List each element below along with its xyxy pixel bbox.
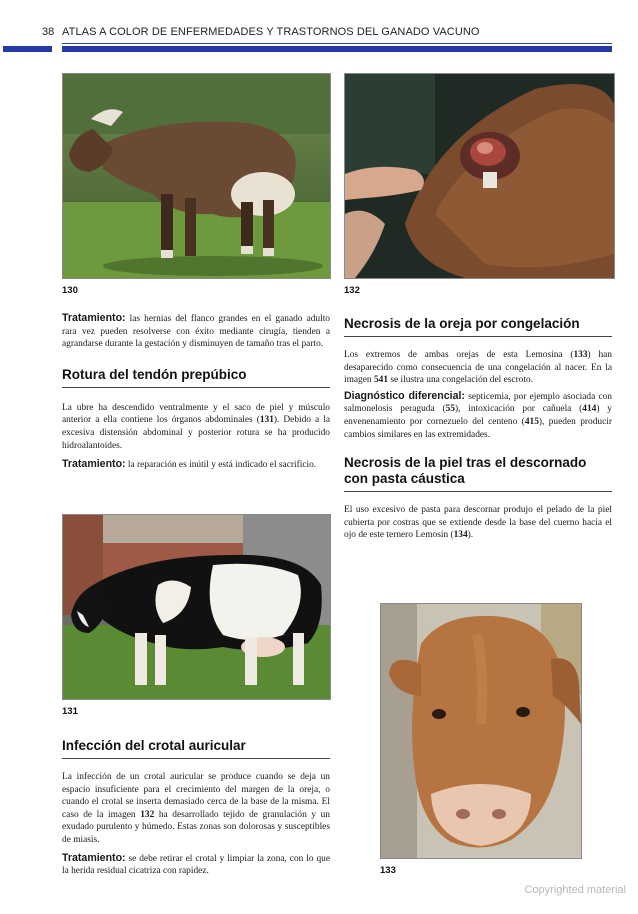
paragraph-text: El uso excesivo de pasta para descornar produjo el pelado de la piel cubierta por costras que se extiende desde la base del cuerno hacia el ojo de este ternero Lemosín ( bbox=[344, 505, 612, 541]
label-tratamiento: Tratamiento: bbox=[62, 458, 126, 471]
label-tratamiento: Tratamiento: bbox=[62, 312, 126, 324]
paragraph-tratamiento-hernia bbox=[62, 312, 330, 351]
paragraph-diagnostico bbox=[344, 390, 612, 441]
photo-131-holstein-cow bbox=[62, 514, 331, 700]
figure-ref[interactable]: 415 bbox=[524, 416, 539, 427]
paragraph-text: ), intoxicación por cañuela ( bbox=[454, 404, 583, 415]
figure-number-133: 133 bbox=[380, 865, 396, 876]
header-rule-thin bbox=[62, 43, 612, 44]
paragraph-text: ) y envenenamiento por cornezuelo del centeno ( bbox=[344, 404, 612, 427]
paragraph-text: La ubre ha descendido ventralmente y el saco de piel y músculo anterior a ella contiene los órganos abdominales ( bbox=[62, 402, 330, 426]
photo-130-cow-hernia bbox=[62, 73, 331, 279]
figure-ref[interactable]: 414 bbox=[582, 404, 597, 415]
photo-132-ear-tag-infection bbox=[344, 73, 615, 279]
running-header bbox=[0, 24, 638, 44]
paragraph-text: se ilustra una congelación del escroto. bbox=[388, 375, 534, 386]
label-tratamiento: Tratamiento: bbox=[62, 851, 126, 864]
label-diagnostico: Diagnóstico diferencial: bbox=[344, 389, 465, 402]
left-column-bottom bbox=[62, 738, 330, 878]
figure-number-131: 131 bbox=[62, 706, 78, 717]
header-rule-right bbox=[62, 46, 612, 52]
paragraph-text: La infección de un crotal auricular se produce cuando se deja un espacio insuficiente para el crecimiento del margen de la oreja, o cuando el crotal se inserta demasiado cerca de la base de la misma. El caso de la imagen bbox=[62, 772, 330, 820]
paragraph-text: se debe retirar el crotal y limpiar la zona, con lo que la herida residual cicatriza con rapidez. bbox=[62, 853, 330, 877]
paragraph-text: ), pueden producir cambios similares en las extremidades. bbox=[344, 416, 612, 440]
photo-133-limousin-ears bbox=[380, 603, 582, 859]
paragraph-text: ). Debido a la excesiva distensión abdominal y posterior rotura se ha producido hidroalantoides. bbox=[62, 415, 330, 451]
figure-ref[interactable]: 133 bbox=[573, 350, 588, 360]
heading-infeccion-crotal: Infección del crotal auricular bbox=[62, 738, 246, 753]
paragraph-crotal bbox=[62, 771, 330, 847]
paragraph-rotura bbox=[62, 402, 330, 452]
heading-necrosis-oreja: Necrosis de la oreja por congelación bbox=[344, 316, 580, 331]
left-column-top bbox=[62, 312, 330, 472]
page-number: 38 bbox=[42, 26, 55, 38]
heading-rotura-tendon: Rotura del tendón prepúbico bbox=[62, 366, 247, 382]
paragraph-oreja bbox=[344, 349, 612, 387]
figure-ref[interactable]: 55 bbox=[445, 404, 455, 415]
figure-number-132: 132 bbox=[344, 285, 360, 296]
paragraph-text: ha desarrollado tejido de granulación y un exudado purulento y húmedo. Estas zonas son dolorosas y susceptibles de miasis. bbox=[62, 809, 330, 845]
paragraph-text: la reparación es inútil y está indicado el sacrificio. bbox=[125, 460, 317, 471]
paragraph-text: ). bbox=[467, 530, 474, 541]
heading-necrosis-piel: Necrosis de la piel tras el descornado con pasta cáustica bbox=[344, 455, 587, 487]
paragraph-text: septicemia, por ejemplo asociada con salmonelosis peraguda ( bbox=[344, 391, 612, 415]
right-column bbox=[344, 316, 612, 542]
paragraph-text: Los extremos de ambas orejas de esta Lemosina ( bbox=[344, 350, 574, 360]
paragraph-tratamiento-rotura bbox=[62, 458, 330, 472]
figure-number-130: 130 bbox=[62, 285, 78, 296]
paragraph-text: ) han desaparecido como consecuencia de una congelación al nacer. En la imagen bbox=[344, 350, 612, 386]
header-rule-left bbox=[3, 46, 52, 52]
running-title: ATLAS A COLOR DE ENFERMEDADES Y TRASTORNOS DEL GANADO VACUNO bbox=[62, 26, 480, 38]
paragraph-text: las hernias del flanco grandes en el ganado adulto rara vez pueden resolverse con éxito mediante cirugía, tienden a agrandarse durante la gestación y disminuyen de tamaño tras el parto. bbox=[62, 314, 330, 350]
figure-ref[interactable]: 541 bbox=[373, 375, 389, 386]
paragraph-piel bbox=[344, 504, 612, 542]
figure-ref[interactable]: 131 bbox=[259, 415, 274, 426]
copyright-watermark: Copyrighted material bbox=[524, 884, 626, 896]
figure-ref[interactable]: 132 bbox=[140, 809, 155, 820]
figure-ref[interactable]: 134 bbox=[453, 530, 468, 541]
paragraph-tratamiento-crotal bbox=[62, 852, 330, 878]
